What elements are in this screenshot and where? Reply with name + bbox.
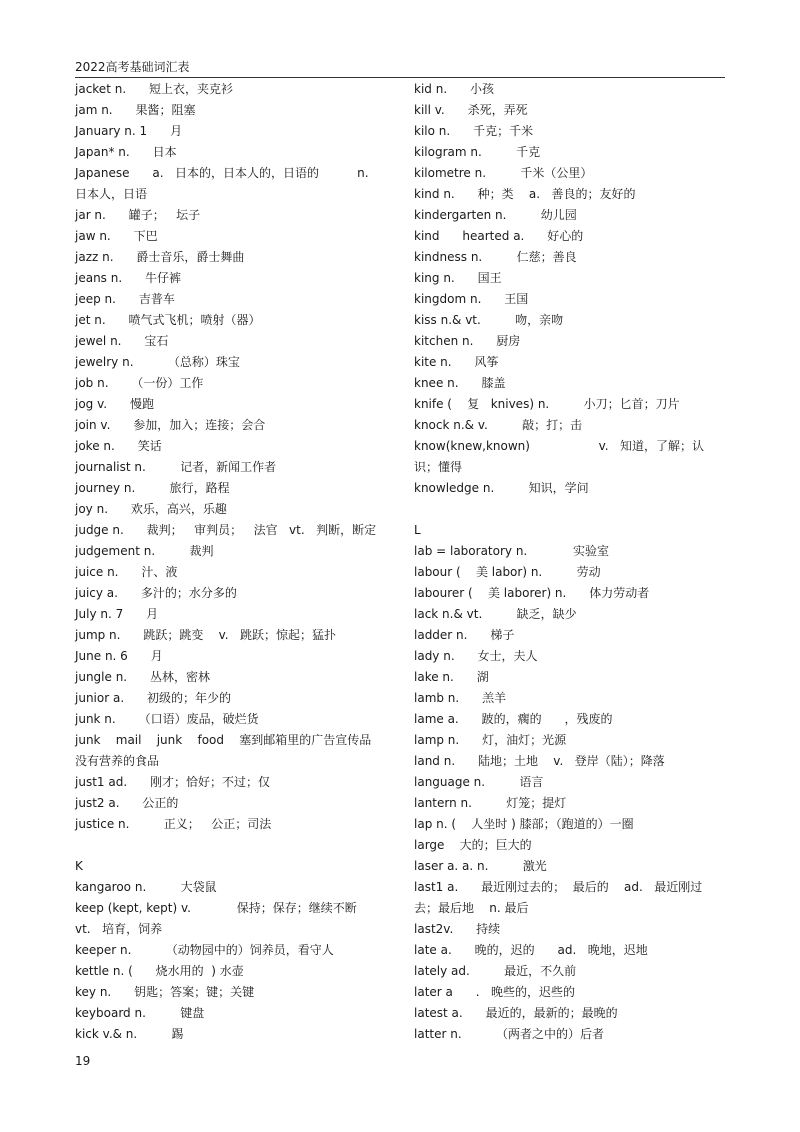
vocab-entry: labour ( 美 labor) n. 劳动 (414, 565, 601, 579)
vocab-entry: language n. 语言 (414, 775, 544, 789)
vocab-entry: keep (kept, kept) v. 保持；保存；继续不断 (75, 901, 357, 915)
vocab-entry: kiss n.& vt. 吻，亲吻 (414, 313, 564, 327)
vocab-entry: June n. 6 月 (75, 649, 163, 663)
vocab-entry: junk n. （口语）废品，破烂货 (75, 712, 259, 726)
vocab-entry: join v. 参加，加入；连接；会合 (75, 418, 266, 432)
vocab-entry: kid n. 小孩 (414, 82, 495, 96)
vocab-entry: Japanese a. 日本的，日本人的，日语的 n. 日本人，日语 (75, 166, 381, 201)
vocab-entry: kilogram n. 千克 (414, 145, 541, 159)
vocab-entry: July n. 7 月 (75, 607, 159, 621)
vocab-entry: just2 a. 公正的 (75, 796, 179, 810)
vocab-entry: kill v. 杀死，弄死 (414, 103, 528, 117)
vocab-entry: job n. （一份）工作 (75, 376, 204, 390)
vocab-entry: kind hearted a. 好心的 (414, 229, 584, 243)
section-letter-heading: L (414, 523, 421, 537)
vocab-entry: jog v. 慢跑 (75, 397, 154, 411)
vocab-entry: lab = laboratory n. 实验室 (414, 544, 610, 558)
vocab-entry: jewelry n. （总称）珠宝 (75, 355, 240, 369)
vocab-entry: lap n. ( 人坐时 ) 膝部；（跑道的）一圈 (414, 817, 634, 831)
left-column (75, 79, 385, 1045)
vocab-entry: jaw n. 下巴 (75, 229, 158, 243)
vocab-entry: laser a. a. n. 激光 (414, 859, 547, 873)
vocab-entry: lantern n. 灯笼；提灯 (414, 796, 567, 810)
vocab-entry: jeans n. 牛仔裤 (75, 271, 182, 285)
vocab-entry: later a . 晚些的，迟些的 (414, 985, 576, 999)
vocab-entry: kindness n. 仁慈；善良 (414, 250, 577, 264)
vocab-entry: kitchen n. 厨房 (414, 334, 521, 348)
page-number: 19 (75, 1054, 91, 1068)
vocab-entry: kite n. 风筝 (414, 355, 499, 369)
vocab-entry: joy n. 欢乐，高兴，乐趣 (75, 502, 227, 516)
vocab-entry: jazz n. 爵士音乐，爵士舞曲 (75, 250, 245, 264)
vocab-entry: jump n. 跳跃；跳变 v. 跳跃；惊起；猛扑 (75, 628, 337, 642)
vocab-entry: ladder n. 梯子 (414, 628, 515, 642)
vocab-entry: justice n. 正义； 公正；司法 (75, 817, 272, 831)
blank-line (414, 499, 726, 520)
vocab-entry: junk mail junk food 塞到邮箱里的广告宣传品 没有营养的食品 (75, 733, 379, 768)
vocab-entry: kangaroo n. 大袋鼠 (75, 880, 217, 894)
vocab-entry: knee n. 膝盖 (414, 376, 506, 390)
vocab-entry: juice n. 汁、液 (75, 565, 178, 579)
vocab-entry: lame a. 跛的，瘸的 ，残废的 (414, 712, 613, 726)
vocab-entry: latest a. 最近的，最新的；最晚的 (414, 1006, 618, 1020)
vocab-entry: judge n. 裁判； 审判员； 法官 vt. 判断，断定 (75, 523, 377, 537)
vocab-entry: lately ad. 最近，不久前 (414, 964, 577, 978)
vocab-entry: Japan* n. 日本 (75, 145, 177, 159)
vocab-entry: joke n. 笑话 (75, 439, 162, 453)
right-column (414, 79, 726, 1045)
vocab-entry: land n. 陆地；土地 v. 登岸（陆）；降落 (414, 754, 665, 768)
blank-line (75, 835, 385, 856)
vocab-entry: knock n.& v. 敲；打；击 (414, 418, 583, 432)
vocab-entry: lamp n. 灯，油灯；光源 (414, 733, 567, 747)
vocab-entry: journey n. 旅行，路程 (75, 481, 230, 495)
vocab-entry: key n. 钥匙；答案；键；关键 (75, 985, 255, 999)
vocab-entry: lamb n. 羔羊 (414, 691, 507, 705)
vocab-entry: junior a. 初级的；年少的 (75, 691, 232, 705)
vocab-entry: juicy a. 多汁的；水分多的 (75, 586, 237, 600)
vocab-entry: last2v. 持续 (414, 922, 501, 936)
vocab-entry: journalist n. 记者，新闻工作者 (75, 460, 277, 474)
vocab-entry: jungle n. 丛林，密林 (75, 670, 211, 684)
vocab-entry: labourer ( 美 laborer) n. 体力劳动者 (414, 586, 650, 600)
vocab-entry: jam n. 果酱；阻塞 (75, 103, 196, 117)
vocab-entry: jacket n. 短上衣，夹克衫 (75, 82, 234, 96)
vocab-entry: kind n. 种；类 a. 善良的；友好的 (414, 187, 636, 201)
header-title: 2022高考基础词汇表 (75, 60, 190, 74)
vocab-entry: kilo n. 千克；千米 (414, 124, 534, 138)
vocab-entry: keyboard n. 键盘 (75, 1006, 205, 1020)
vocab-entry: kick v.& n. 踢 (75, 1027, 184, 1041)
vocab-entry: king n. 国王 (414, 271, 502, 285)
vocab-entry: vt. 培育，饲养 (75, 922, 163, 936)
section-letter-heading: K (75, 859, 83, 873)
vocab-entry: knife ( 复 knives) n. 小刀；匕首；刀片 (414, 397, 680, 411)
page-header (75, 57, 725, 78)
vocab-entry: kindergarten n. 幼儿园 (414, 208, 577, 222)
vocab-entry: late a. 晚的，迟的 ad. 晚地，迟地 (414, 943, 648, 957)
vocab-entry: knowledge n. 知识，学问 (414, 481, 589, 495)
vocab-entry: January n. 1 月 (75, 124, 183, 138)
vocab-entry: know(knew,known) v. 知道，了解；认识；懂得 (414, 439, 705, 474)
vocab-entry: jewel n. 宝石 (75, 334, 169, 348)
vocab-entry: kilometre n. 千米（公里） (414, 166, 593, 180)
vocab-entry: jeep n. 吉普车 (75, 292, 175, 306)
vocab-entry: kettle n. ( 烧水用的 ) 水壶 (75, 964, 244, 978)
vocab-entry: last1 a. 最近刚过去的； 最后的 ad. 最近刚过去；最后地 n. 最后 (414, 880, 703, 915)
vocab-entry: judgement n. 裁判 (75, 544, 214, 558)
vocab-entry: large 大的；巨大的 (414, 838, 532, 852)
vocab-entry: jet n. 喷气式飞机；喷射（器） (75, 313, 261, 327)
vocab-entry: keeper n. （动物园中的）饲养员，看守人 (75, 943, 334, 957)
vocab-entry: latter n. （两者之中的）后者 (414, 1027, 604, 1041)
vocab-entry: lack n.& vt. 缺乏，缺少 (414, 607, 577, 621)
vocab-entry: kingdom n. 王国 (414, 292, 529, 306)
vocab-entry: just1 ad. 刚才；恰好；不过；仅 (75, 775, 271, 789)
vocab-entry: lake n. 湖 (414, 670, 489, 684)
vocab-entry: jar n. 罐子； 坛子 (75, 208, 201, 222)
vocab-entry: lady n. 女士，夫人 (414, 649, 538, 663)
